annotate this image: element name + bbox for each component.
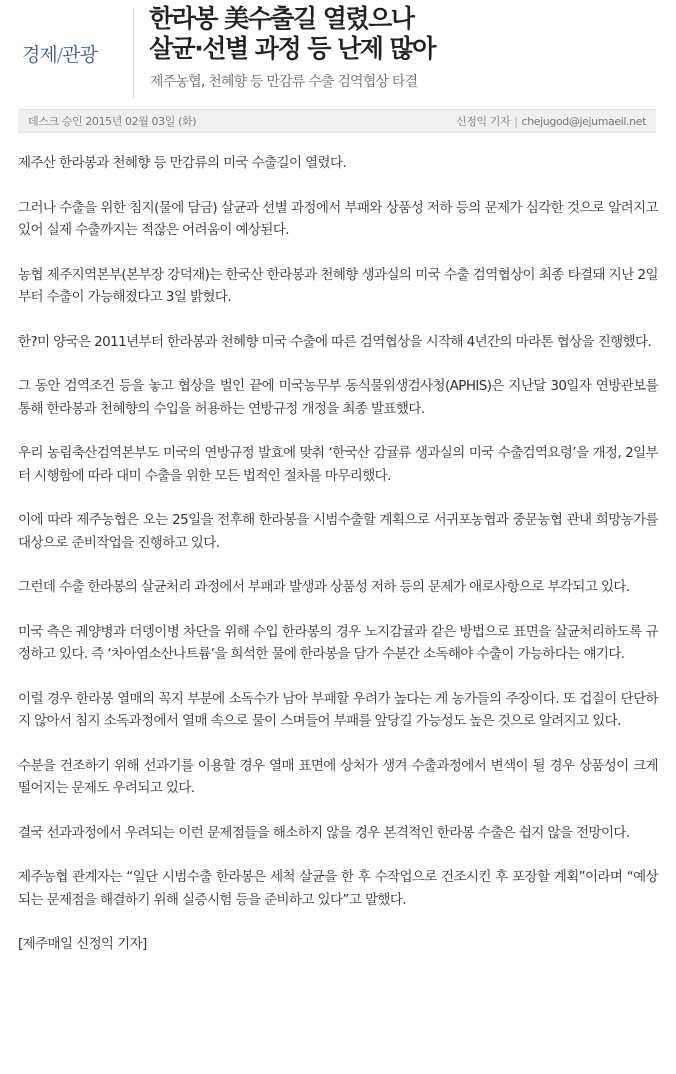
paragraph-10: 이럴 경우 한라봉 열매의 꼭지 부분에 소독수가 남아 부패할 우려가 높다는 게 농가들의 주장이다. 또 겁질이 단단하지 않아서 침지 소독과정에서 열매 속으로 물이 스며들어 부패를 앞당길 가능성도 높은 것으로 알려지고 있다.: [18, 690, 658, 729]
paragraph-9: 미국 측은 궤양병과 더뎅이병 차단을 위해 수입 한라봉의 경우 노지감귤과 같은 방법으로 표면을 살균처리하도록 규정하고 있다. 즉 ‘차아염소산나트륨’을 희석한 물에 한라봉을 담가 수분간 소독해야 수출이 가능하다는 얘기다.: [18, 623, 658, 662]
section-label-tourism: 관광: [62, 44, 97, 66]
article-byline: [제주매일 신정익 기자]: [18, 936, 147, 952]
reporter-info: [456, 113, 646, 129]
article-meta-bar: [18, 109, 656, 133]
paragraph-8: 그런데 수출 한라봉의 살균처리 과정에서 부패과 발생과 상품성 저하 등의 문제가 애로사항으로 부각되고 있다.: [18, 579, 630, 595]
meta-separator: |: [514, 115, 518, 128]
paragraph-5: 그 동안 검역조건 등을 놓고 협상을 벌인 끝에 미국농무부 동식물위생검사청(APHIS)은 지난달 30일자 연방관보를 통해 한라봉과 천혜향의 수입을 허용하는 연방규정 개정을 최종 발표했다.: [18, 378, 658, 417]
section-label-economy: 경제: [22, 44, 57, 66]
paragraph-13: 제주농협 관계자는 “일단 시범수출 한라봉은 세척 살균을 한 후 수작업으로 건조시킨 후 포장할 계획”이라며 “예상되는 문제점을 해결하기 위해 실증시험 등을 준비하고 있다”고 말했다.: [18, 869, 658, 908]
paragraph-3: 농협 제주지역본부(본부장 강덕재)는 한국산 한라봉과 천혜향 생과실의 미국 수출 검역협상이 최종 타결돼 지난 2일부터 수출이 가능해졌다고 3일 밝혔다.: [18, 266, 658, 305]
article-header: [0, 0, 676, 100]
headline-line-2: 살균·선별 과정 등 난제 많아: [149, 34, 435, 63]
paragraph-7: 이에 따라 제주농협은 오는 25일을 전후해 한라봉을 시범수출할 계획으로 서귀포농협과 중문농협 관내 희망농가를 대상으로 준비작업을 진행하고 있다.: [18, 512, 658, 551]
article-body: [18, 152, 658, 956]
section-label-slash: /: [56, 44, 63, 66]
headline-line-1: 한라봉 美수출길 열렸으나: [149, 4, 414, 33]
paragraph-1: 제주산 한라봉과 천혜향 등 만감류의 미국 수출길이 열렸다.: [18, 155, 347, 171]
paragraph-6: 우리 농림축산검역본부도 미국의 연방규정 발효에 맞춰 ‘한국산 감귤류 생과실의 미국 수출검역요령’을 개정, 2일부터 시행함에 따라 대미 수출을 위한 모든 법적인 절차를 마무리했다.: [18, 445, 658, 484]
headline: [149, 4, 669, 64]
section-label[interactable]: [22, 40, 122, 67]
reporter-email[interactable]: chejugod@jejumaeil.net: [521, 115, 646, 128]
paragraph-11: 수분을 건조하기 위해 선과기를 이용할 경우 열매 표면에 상처가 생겨 수출과정에서 변색이 될 경우 상품성이 크게 떨어지는 문제도 우려되고 있다.: [18, 757, 658, 796]
subheadline: 제주농협, 천혜향 등 만감류 수출 검역협상 타결: [150, 74, 418, 90]
paragraph-4: 한?미 양국은 2011년부터 한라봉과 천혜향 미국 수출에 따른 검역협상을 시작해 4년간의 마라톤 협상을 진행했다.: [18, 333, 652, 350]
paragraph-2: 그러나 수출을 위한 침지(물에 담금) 살균과 선별 과정에서 부패와 상품성 저하 등의 문제가 심각한 것으로 알려지고 있어 실제 수출까지는 적잖은 어려움이 예상된다.: [18, 199, 658, 238]
paragraph-12: 결국 선과과정에서 우려되는 이런 문제점들을 해소하지 않을 경우 본격적인 한라봉 수출은 쉽지 않을 전망이다.: [18, 824, 630, 841]
header-divider: [133, 8, 134, 98]
reporter-name: 신정익 기자: [456, 115, 511, 128]
approval-date: 데스크 승인 2015년 02월 03일 (화): [28, 115, 197, 128]
